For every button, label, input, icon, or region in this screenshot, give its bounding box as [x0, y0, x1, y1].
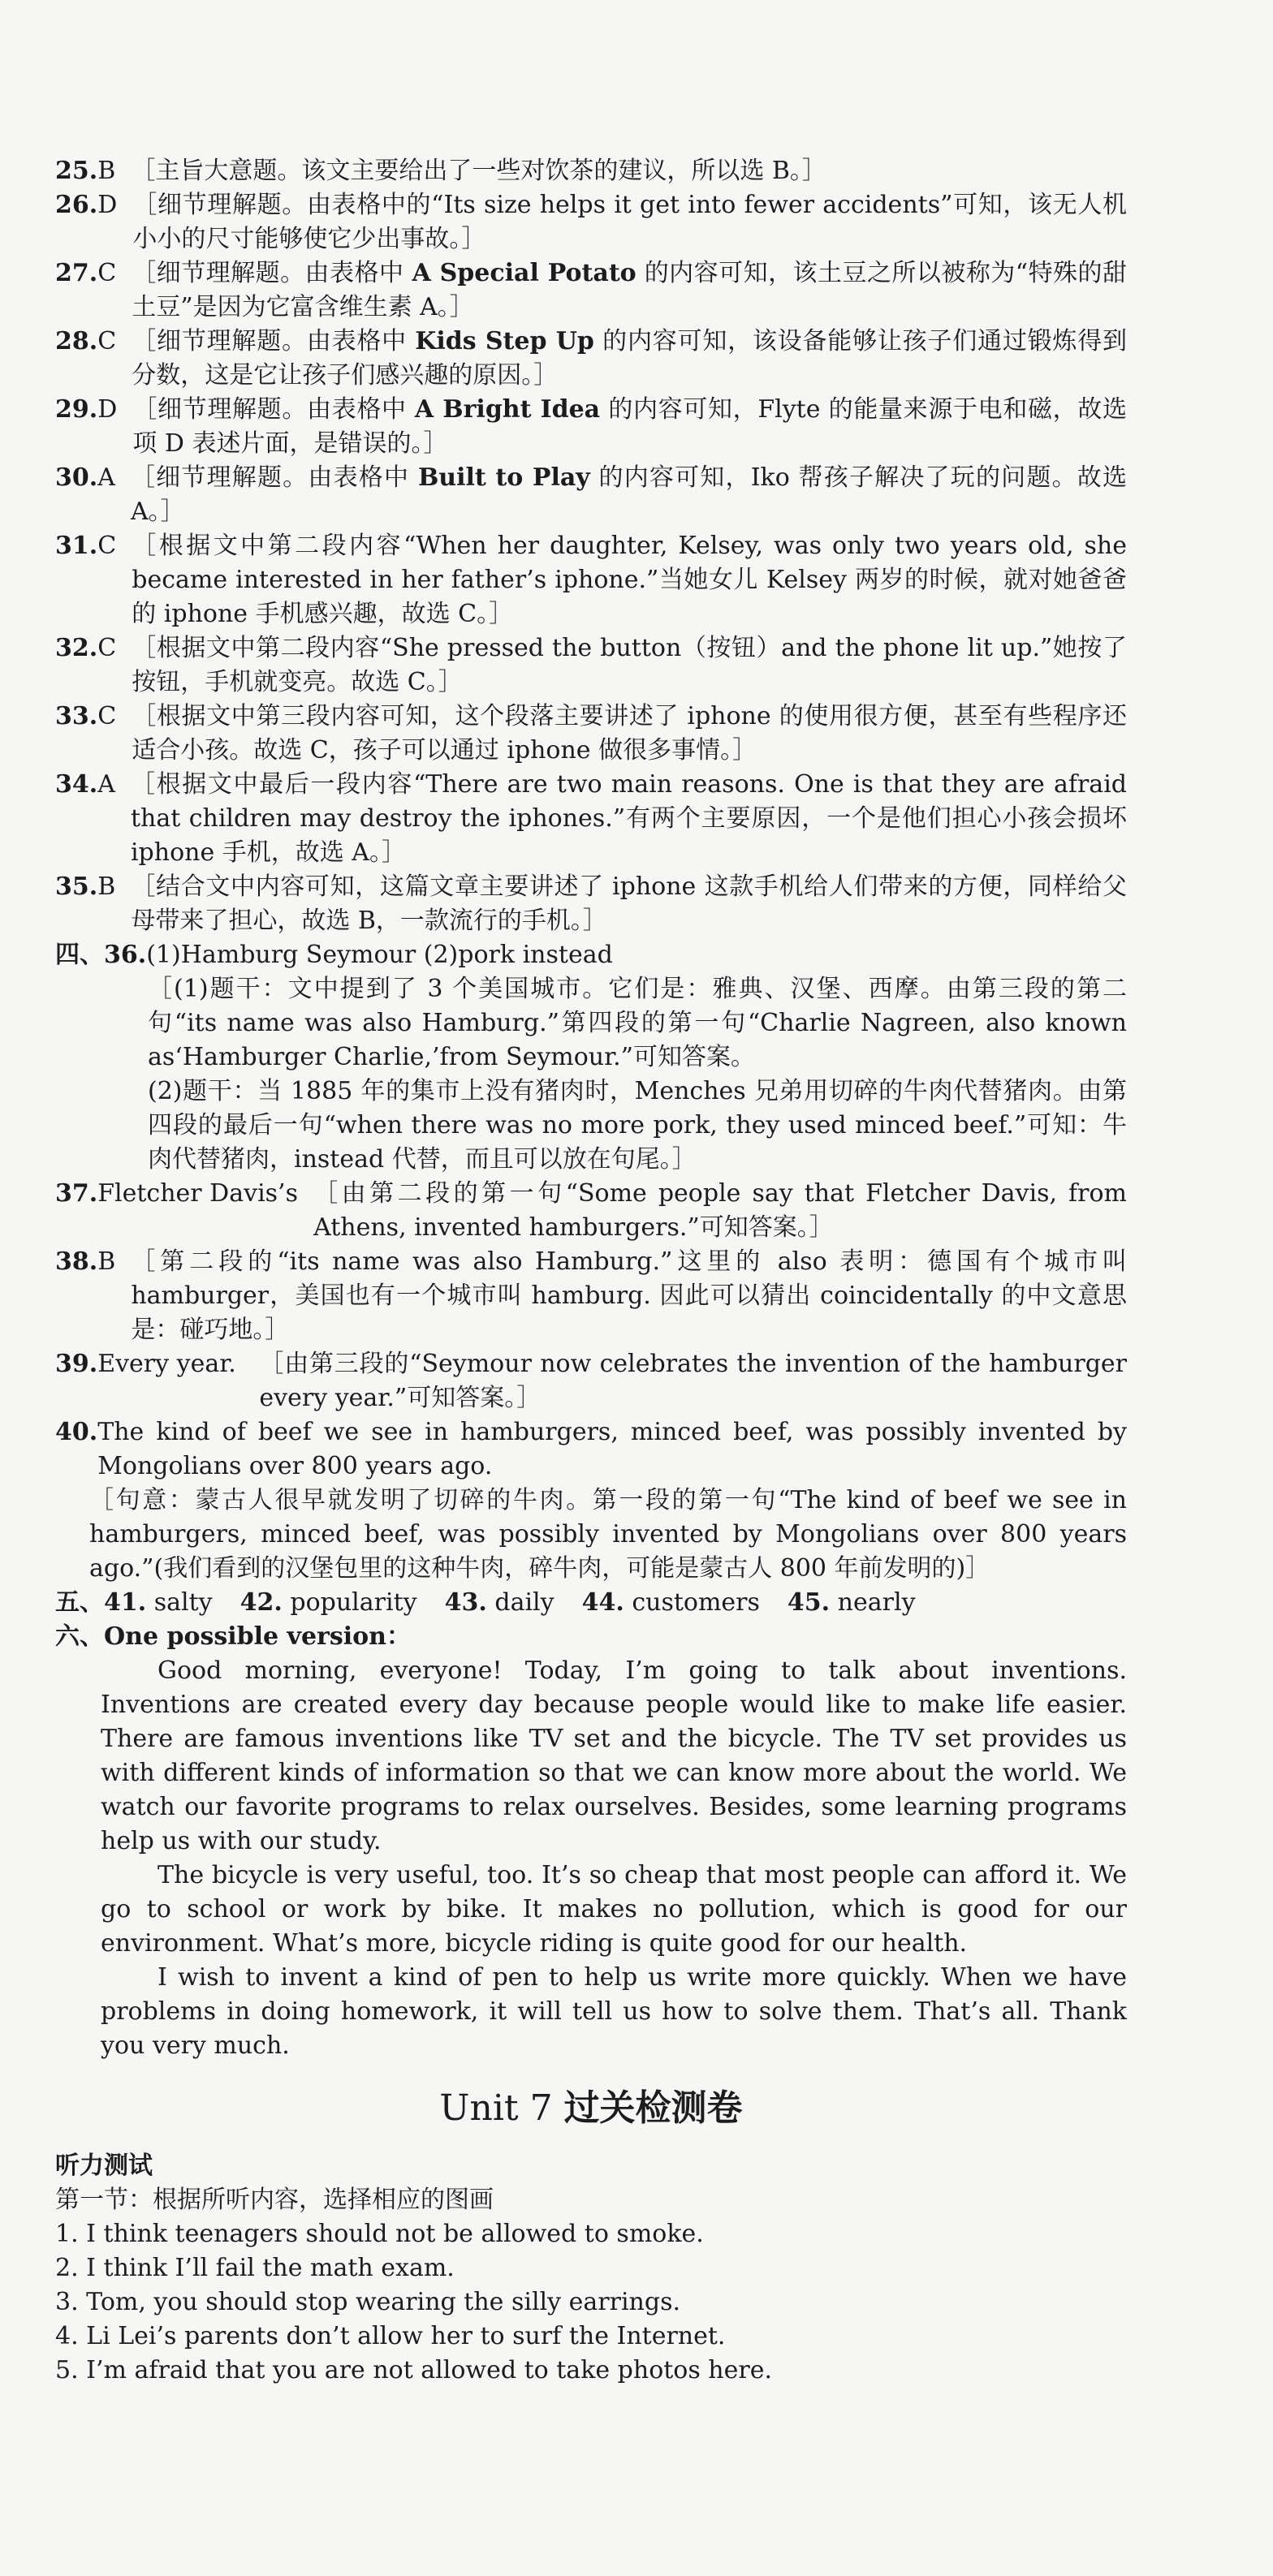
- listening-line: 4. Li Lei’s parents don’t allow her to surf the Internet.: [55, 2322, 726, 2350]
- entry-answer: daily: [494, 1588, 555, 1617]
- answer-entry-39: [55, 1347, 1127, 1415]
- entry-answer: popularity: [290, 1588, 417, 1617]
- answer-entry-25: [55, 154, 1127, 188]
- entry-number: 28.: [55, 327, 98, 355]
- entry-40-explanation: ［句意：蒙古人很早就发明了切碎的牛肉。第一段的第一句“The kind of beef we see in hamburgers, minced beef, was possibly invented by Mongolians over 800 years ago.”(我们看到的汉堡包里的这种牛肉，碎牛肉，可能是蒙古人 800 年前发明的)］: [89, 1486, 1127, 1583]
- entry-answer: D: [97, 191, 118, 219]
- answer-entry-32: [55, 631, 1127, 700]
- answer-entry-37: [55, 1177, 1127, 1245]
- entry-explanation: ［根据文中第三段内容可知，这个段落主要讲述了 iphone 的使用很方便，甚至有些程序还适合小孩。故选 C，孩子可以通过 iphone 做很多事情。］: [132, 702, 1127, 765]
- entry-number: 32.: [55, 634, 98, 662]
- answer-entry-40: [55, 1415, 1127, 1484]
- entry-number: 33.: [55, 702, 98, 730]
- entry-number: 34.: [55, 770, 98, 799]
- entry-number: 41.: [104, 1588, 147, 1617]
- entry-answer: nearly: [837, 1588, 916, 1617]
- entry-36-explanation-1: ［(1)题干：文中提到了 3 个美国城市。它们是：雅典、汉堡、西摩。由第三段的第二句“its name was also Hamburg.”第四段的第一句“Charlie Nagreen, also known as‘Hamburger Charlie,’from Seymour.”可知答案。: [148, 975, 1127, 1071]
- essay-paragraph: I wish to invent a kind of pen to help us write more quickly. When we have problems in doing homework, it will tell us how to solve them. That’s all. Thank you very much.: [101, 1963, 1127, 2060]
- entry-number: 35.: [55, 872, 98, 901]
- listening-line: 1. I think teenagers should not be allowed to smoke.: [55, 2220, 704, 2248]
- entry-answer: B: [97, 1247, 116, 1276]
- entry-number: 40.: [55, 1418, 98, 1446]
- entry-answer: The kind of beef we see in hamburgers, minced beef, was possibly invented by Mongolians over 800 years ago.: [97, 1418, 1127, 1480]
- answer-key-content: [55, 154, 1127, 2388]
- essay-paragraph: The bicycle is very useful, too. It’s so cheap that most people can afford it. We go to school or work by bike. It makes no pollution, which is good for our environment. What’s more, bicycle riding is quite good for our health.: [101, 1861, 1127, 1958]
- entry-36-explanation-2: (2)题干：当 1885 年的集市上没有猪肉时，Menches 兄弟用切碎的牛肉代替猪肉。由第四段的最后一句“when there was no more pork, they used minced beef.”可知：牛肉代替猪肉，instead 代替，而且可以放在句尾。］: [148, 1077, 1127, 1174]
- entry-answer: A: [97, 770, 115, 799]
- entry-answer: salty: [153, 1588, 213, 1617]
- entry-number: 30.: [55, 463, 98, 492]
- entry-answer: (1)Hamburg Seymour (2)pork instead: [146, 941, 613, 969]
- entry-explanation: ［第二段的“its name was also Hamburg.”这里的 also 表明：德国有个城市叫 hamburger，美国也有一个城市叫 hamburg. 因此可以猜出 coincidentally 的中文意思是：碰巧地。］: [131, 1247, 1127, 1344]
- answer-entry-30: [55, 461, 1127, 529]
- listening-line: 2. I think I’ll fail the math exam.: [55, 2254, 455, 2282]
- entry-number: 37.: [55, 1179, 98, 1208]
- unit-title: Unit 7 过关检测卷: [439, 2087, 743, 2129]
- sample-essay: [55, 1654, 1127, 2063]
- entry-explanation: ［细节理解题。由表格中 A Special Potato 的内容可知，该土豆之所以被称为“特殊的甜土豆”是因为它富含维生素 A。］: [132, 259, 1127, 321]
- answer-entry-33: [55, 700, 1127, 768]
- entry-explanation: ［细节理解题。由表格中 A Bright Idea 的内容可知，Flyte 的能量来源于电和磁，故选项 D 表述片面，是错误的。］: [132, 395, 1128, 458]
- entry-explanation: ［由第三段的“Seymour now celebrates the invention of the hamburger every year.”可知答案。］: [259, 1350, 1127, 1412]
- answer-entry-31: [55, 529, 1127, 631]
- entry-answer: B: [97, 872, 116, 901]
- entry-number: 42.: [239, 1588, 283, 1617]
- entry-answer: C: [97, 702, 117, 730]
- entry-explanation: ［细节理解题。由表格中 Kids Step Up 的内容可知，该设备能够让孩子们通过锻炼得到分数，这是它让孩子们感兴趣的原因。］: [132, 327, 1128, 390]
- entry-explanation: ［细节理解题。由表格中 Built to Play 的内容可知，Iko 帮孩子解决了玩的问题。故选 A。］: [130, 463, 1127, 526]
- entry-number: 39.: [55, 1350, 98, 1378]
- entry-answer: C: [97, 327, 117, 355]
- listening-line: 5. I’m afraid that you are not allowed to take photos here.: [55, 2356, 773, 2384]
- answer-entry-26: [55, 188, 1127, 256]
- table-item-name: Kids Step Up: [415, 327, 594, 355]
- entry-answer: B: [97, 157, 116, 185]
- entry-number: 25.: [55, 157, 98, 185]
- entry-explanation: ［主旨大意题。该文主要给出了一些对饮茶的建议，所以选 B。］: [131, 157, 826, 185]
- entry-answer: D: [97, 395, 118, 424]
- entry-explanation: ［根据文中第二段内容“She pressed the button（按钮）and the phone lit up.”她按了按钮，手机就变亮。故选 C。］: [132, 634, 1127, 696]
- entry-number: 45.: [787, 1588, 831, 1617]
- entry-explanation: ［根据文中最后一段内容“There are two main reasons. One is that they are afraid that children may destroy the iphones.”有两个主要原因，一个是他们担心小孩会损坏 iphone 手机，故选 A。］: [130, 770, 1127, 867]
- listening-heading: 听力测试: [55, 2152, 153, 2180]
- answer-entry-34: [55, 768, 1127, 870]
- entry-explanation: ［结合文中内容可知，这篇文章主要讲述了 iphone 这款手机给人们带来的方便，同样给父母带来了担心，故选 B，一款流行的手机。］: [131, 872, 1127, 935]
- listening-section-title: 第一节：根据所听内容，选择相应的图画: [55, 2186, 494, 2214]
- table-item-name: A Special Potato: [412, 259, 636, 287]
- entry-number: 44.: [581, 1588, 624, 1617]
- entry-number: 38.: [55, 1247, 98, 1276]
- listening-line: 3. Tom, you should stop wearing the silly earrings.: [55, 2288, 680, 2316]
- entry-answer: C: [97, 259, 117, 287]
- entry-answer: C: [97, 634, 117, 662]
- answer-entry-36: [55, 938, 1127, 972]
- table-item-name: Built to Play: [417, 463, 590, 492]
- answer-entry-27: [55, 256, 1127, 325]
- entry-answer: Fletcher Davis’s: [97, 1179, 298, 1208]
- answer-entry-38: [55, 1245, 1127, 1347]
- answer-entry-28: [55, 325, 1127, 393]
- entry-answer: customers: [632, 1588, 760, 1617]
- entry-number: 26.: [55, 191, 98, 219]
- entry-number: 43.: [444, 1588, 487, 1617]
- entry-number: 29.: [55, 395, 98, 424]
- entry-number: 四、36.: [55, 941, 147, 969]
- entry-explanation: ［根据文中第二段内容“When her daughter, Kelsey, was only two years old, she became interested in her father’s iphone.”当她女儿 Kelsey 两岁的时候，就对她爸爸的 iphone 手机感兴趣，故选 C。］: [132, 532, 1127, 628]
- entry-explanation: ［由第二段的第一句“Some people say that Fletcher Davis, from Athens, invented hamburgers.”可知答案。］: [313, 1179, 1127, 1242]
- entry-answer: A: [97, 463, 115, 492]
- section-label: 五、: [55, 1588, 104, 1617]
- table-item-name: A Bright Idea: [414, 395, 601, 424]
- essay-paragraph: Good morning, everyone! Today, I’m going to talk about inventions. Inventions are created every day because people would like to make life easier. There are famous inventions like TV set and the bicycle. The TV set provides us with different kinds of information so that we can know more about the world. We watch our favorite programs to relax ourselves. Besides, some learning programs help us with our study.: [101, 1656, 1127, 1855]
- entry-explanation: ［细节理解题。由表格中的“Its size helps it get into fewer accidents”可知，该无人机小小的尺寸能够使它少出事故。］: [132, 191, 1127, 253]
- answer-entry-29: [55, 393, 1127, 461]
- section-5-answers: [55, 1586, 1127, 1620]
- answer-entry-35: [55, 870, 1127, 938]
- section-6-heading: 六、One possible version：: [55, 1622, 411, 1651]
- entry-number: 31.: [55, 532, 98, 560]
- entry-answer: Every year.: [97, 1350, 236, 1378]
- entry-number: 27.: [55, 259, 98, 287]
- entry-answer: C: [97, 532, 117, 560]
